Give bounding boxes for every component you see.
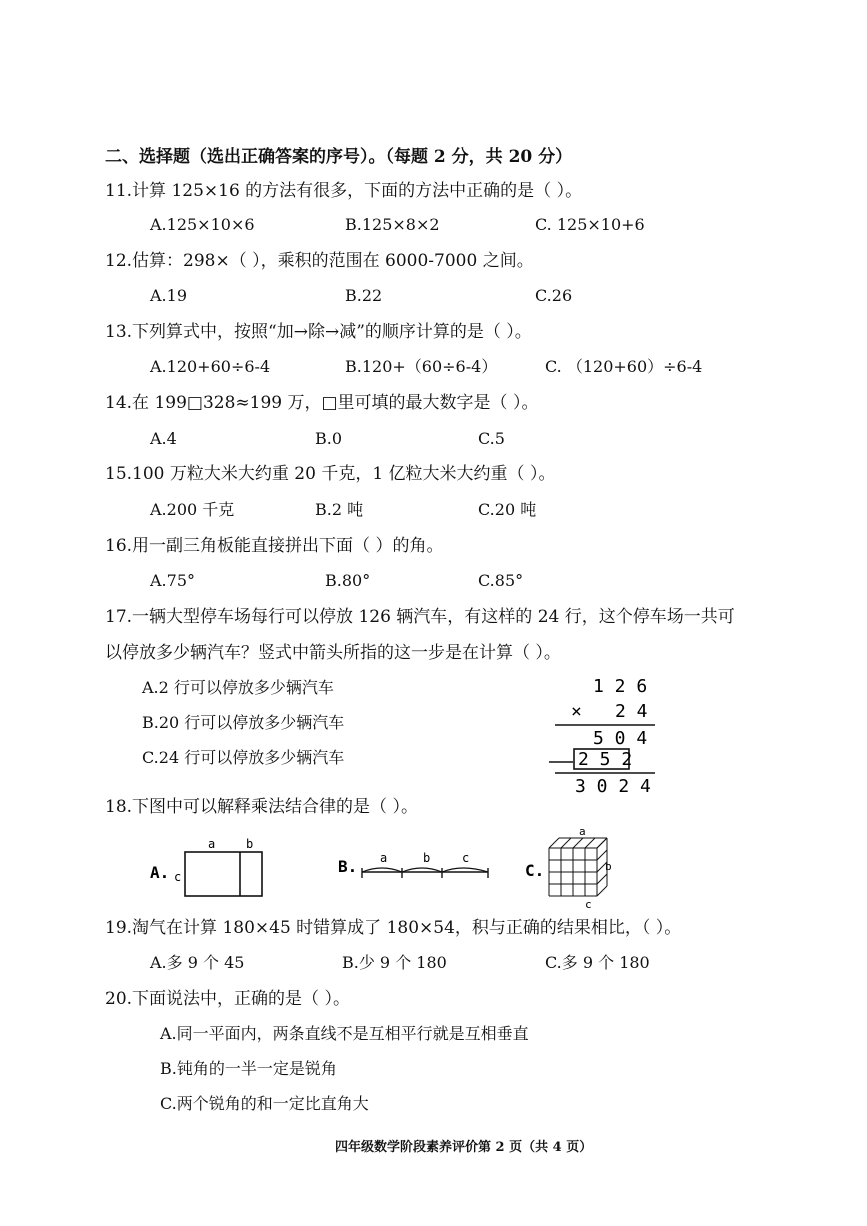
question-15-option-c[interactable]: C.20 吨 [478,500,537,519]
question-20-option-a[interactable]: A.同一平面内，两条直线不是互相平行就是互相垂直 [160,1024,529,1043]
question-11-option-c[interactable]: C. 125×10+6 [535,215,645,234]
figure-c-edge-c: c [585,898,592,911]
question-17-option-a[interactable]: A.2 行可以停放多少辆汽车 [142,678,334,697]
question-13-option-b[interactable]: B.120+（60÷6-4） [345,357,498,376]
figure-b-seg-a: a [380,851,388,865]
question-13-option-c[interactable]: C. （120+60）÷6-4 [545,357,703,376]
multiplier: 2 4 [615,701,648,722]
figure-c-label[interactable]: C. [525,861,545,880]
figure-b-seg-c: c [462,851,470,865]
cube-top-d [597,838,607,848]
cube-top-d [561,838,571,848]
question-15-option-b[interactable]: B.2 吨 [315,500,364,519]
cube-top-d [585,838,595,848]
question-16-option-c[interactable]: C.85° [478,571,524,590]
figure-b-seg-b: b [423,851,431,865]
product-result: 3 0 2 4 [575,776,651,797]
multiplicand: 1 2 6 [593,676,648,697]
vertical-multiplication [545,670,665,800]
question-12-option-b[interactable]: B.22 [345,286,383,305]
question-15-option-a[interactable]: A.200 千克 [150,500,235,519]
cube-side-d [597,886,607,896]
figure-c-cube-grid [549,838,607,896]
question-15-stem: 15.100 万粒大米大约重 20 千克，1 亿粒大米大约重（ ）。 [105,464,556,484]
figure-a-outer-rect [185,852,262,896]
question-14-option-c[interactable]: C.5 [478,429,505,448]
cube-top-d [573,838,583,848]
question-14-option-a[interactable]: A.4 [150,429,177,448]
question-14-stem: 14.在 199□328≈199 万，□里可填的最大数字是（ ）。 [105,393,539,413]
figure-a-rectangle [150,836,280,906]
question-12-stem: 12.估算：298×（ ），乘积的范围在 6000-7000 之间。 [105,251,534,271]
section-title: 二、选择题（选出正确答案的序号）。（每题 2 分，共 20 分） [105,147,573,167]
question-13-stem: 13.下列算式中，按照“加→除→减”的顺序计算的是（ ）。 [105,322,532,342]
question-16-option-a[interactable]: A.75° [150,571,195,590]
question-20-option-c[interactable]: C.两个锐角的和一定比直角大 [160,1094,369,1113]
question-17-stem-line2: 以停放多少辆汽车？竖式中箭头所指的这一步是在计算（ ）。 [105,643,561,663]
question-16-option-b[interactable]: B.80° [325,571,371,590]
cube-side-d [597,850,607,860]
question-16-stem: 16.用一副三角板能直接拼出下面（ ）的角。 [105,536,444,556]
question-11-option-b[interactable]: B.125×8×2 [345,215,440,234]
figure-a-side-b: b [246,837,254,851]
question-11-stem: 11.计算 125×16 的方法有很多，下面的方法中正确的是（ ）。 [105,181,583,201]
partial-product-1: 5 0 4 [593,728,648,749]
partial-product-2: 2 5 2 [578,749,633,770]
figure-c-cube [525,826,615,910]
figure-a-side-c: c [174,870,182,884]
question-19-option-a[interactable]: A.多 9 个 45 [150,953,245,972]
question-19-stem: 19.淘气在计算 180×45 时错算成了 180×54，积与正确的结果相比，（ ）。 [105,918,682,938]
question-11-option-a[interactable]: A.125×10×6 [150,215,255,234]
figure-c-edge-b: b [605,860,612,873]
question-20-option-b[interactable]: B.钝角的一半一定是锐角 [160,1059,337,1078]
figure-b-label[interactable]: B. [338,857,358,876]
question-17-option-b[interactable]: B.20 行可以停放多少辆汽车 [142,713,345,732]
figure-a-side-a: a [208,837,216,851]
figure-a-label[interactable]: A. [150,863,170,882]
figure-b-segments [338,848,498,888]
figure-c-edge-a: a [579,825,586,838]
cube-top-d [549,838,559,848]
question-19-option-b[interactable]: B.少 9 个 180 [342,953,447,972]
page-footer: 四年级数学阶段素养评价第 2 页（共 4 页） [335,1140,593,1155]
times-sign: × [571,701,582,722]
question-13-option-a[interactable]: A.120+60÷6-4 [150,357,271,376]
question-20-stem: 20.下面说法中，正确的是（ ）。 [105,989,350,1009]
cube-side-d [597,874,607,884]
question-17-stem-line1: 17.一辆大型停车场每行可以停放 126 辆汽车，有这样的 24 行，这个停车场一共可 [105,607,735,627]
question-12-option-c[interactable]: C.26 [535,286,573,305]
question-12-option-a[interactable]: A.19 [150,286,187,305]
question-14-option-b[interactable]: B.0 [315,429,343,448]
question-19-option-c[interactable]: C.多 9 个 180 [545,953,650,972]
question-18-stem: 18.下图中可以解释乘法结合律的是（ ）。 [105,797,418,817]
question-17-option-c[interactable]: C.24 行可以停放多少辆汽车 [142,748,345,767]
